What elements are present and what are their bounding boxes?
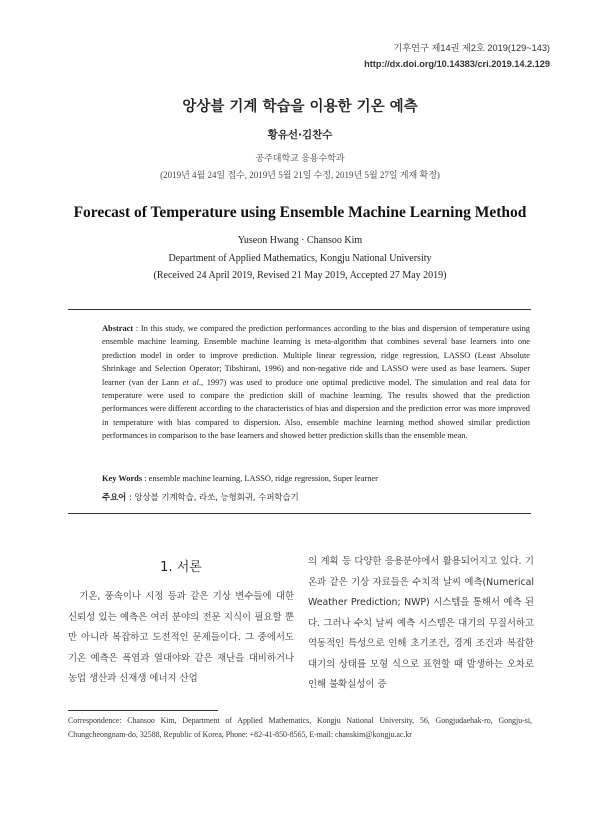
doi-link[interactable]: http://dx.doi.org/10.14383/cri.2019.14.2.129 <box>364 59 550 69</box>
keywords-korean <box>102 491 530 503</box>
journal-header <box>364 40 550 72</box>
abstract-text-a: : In this study, we compared the prediction performances according to the bias and dispersion of temperature using ensemble machine learning. Ensemble machine learning is meta-algorithm that combines several base learners into one prediction model in order to improve prediction. Multiple linear regression, ridge regression, LASSO (Least Absolute Shrinkage and Selection Operator; Tibshirani, 1996) and non-negative ride and LASSO were used as base learners. Super learner (van der Lann <box>102 324 530 387</box>
korean-authors: 황유선·김찬수 <box>267 129 333 141</box>
journal-citation: 기후연구 제14권 제2호 2019(129~143) <box>393 43 550 53</box>
english-affiliation: Department of Applied Mathematics, Kongju National University <box>168 253 432 264</box>
keywords <box>102 474 530 483</box>
english-received-dates: (Received 24 April 2019, Revised 21 May 2019, Accepted 27 May 2019) <box>153 270 447 281</box>
english-title: Forecast of Temperature using Ensemble Machine Learning Method <box>73 204 527 221</box>
abstract-bottom-rule <box>68 513 531 514</box>
keywords-text: : ensemble machine learning, LASSO, ridge regression, Super learner <box>142 474 378 483</box>
footnote-rule <box>68 710 218 711</box>
abstract-label: Abstract <box>102 324 134 333</box>
abstract <box>102 322 530 443</box>
abstract-text-b: ., 1997) was used to produce one optimal predictive model. The simulation and real data for temperature were used to compare the prediction skill of machine learning. The results showed that the prediction performances were different according to the characteristics of bias and dispersion and the prediction error was more improved in temperature with bias compared to dispersion. Also, ensemble machine learning method showed similar prediction performances in comparison to the base learners and showed better prediction skills than the ensemble mean. <box>102 377 530 441</box>
correspondence-footnote: Correspondence: Chansoo Kim, Department of Applied Mathematics, Kongju National University, 56, Gongjudaehak-ro, Gongju-si, Chungcheongnam-do, 32588, Republic of Korea, Phone: +82-41-850-8565, E-mail: chanskim@kongju.ac.kr <box>68 716 532 739</box>
abstract-et-al: et al <box>182 377 199 387</box>
keywords-kr-label: 주요어 <box>102 492 127 502</box>
body-text-left-column: 기온, 풍속이나 시정 등과 같은 기상 변수들에 대한 신뢰성 있는 예측은 여러 분야의 전문 지식이 필요할 뿐만 아니라 복잡하고 도전적인 문제들이다. 그 중에서도 기온 예측은 폭염과 열대야와 같은 재난을 대비하거나 농업 생산과 신재생 에너지 산업 <box>68 591 294 684</box>
korean-received-dates: (2019년 4월 24일 접수, 2019년 5월 21일 수정, 2019년 5월 27일 게재 확정) <box>160 170 440 180</box>
keywords-label: Key Words <box>102 474 143 483</box>
korean-affiliation: 공주대학교 응용수학과 <box>255 153 345 163</box>
body-text-right-column: 의 계획 등 다양한 응용분야에서 활용되어지고 있다. 기온과 같은 기상 자료들은 수치적 날씨 예측(Numerical Weather Prediction; NWP) 시스템을 통해서 예측 된다. 그러나 수치 날씨 예측 시스템은 대기의 무질서하고 역동적인 특성으로 인해 초기조건, 경계 조건과 복잡한 대기의 상태를 모형 식으로 표현할 때 발생하는 오차로 인해 불확실성이 증 <box>308 556 534 690</box>
abstract-top-rule <box>68 309 531 310</box>
english-authors: Yuseon Hwang · Chansoo Kim <box>237 235 363 246</box>
keywords-kr-text: : 앙상블 기계학습, 라쏘, 능형회귀, 수퍼학습기 <box>126 492 299 502</box>
section-title: 1. 서론 <box>160 560 202 575</box>
korean-title: 앙상블 기계 학습을 이용한 기온 예측 <box>182 99 418 115</box>
